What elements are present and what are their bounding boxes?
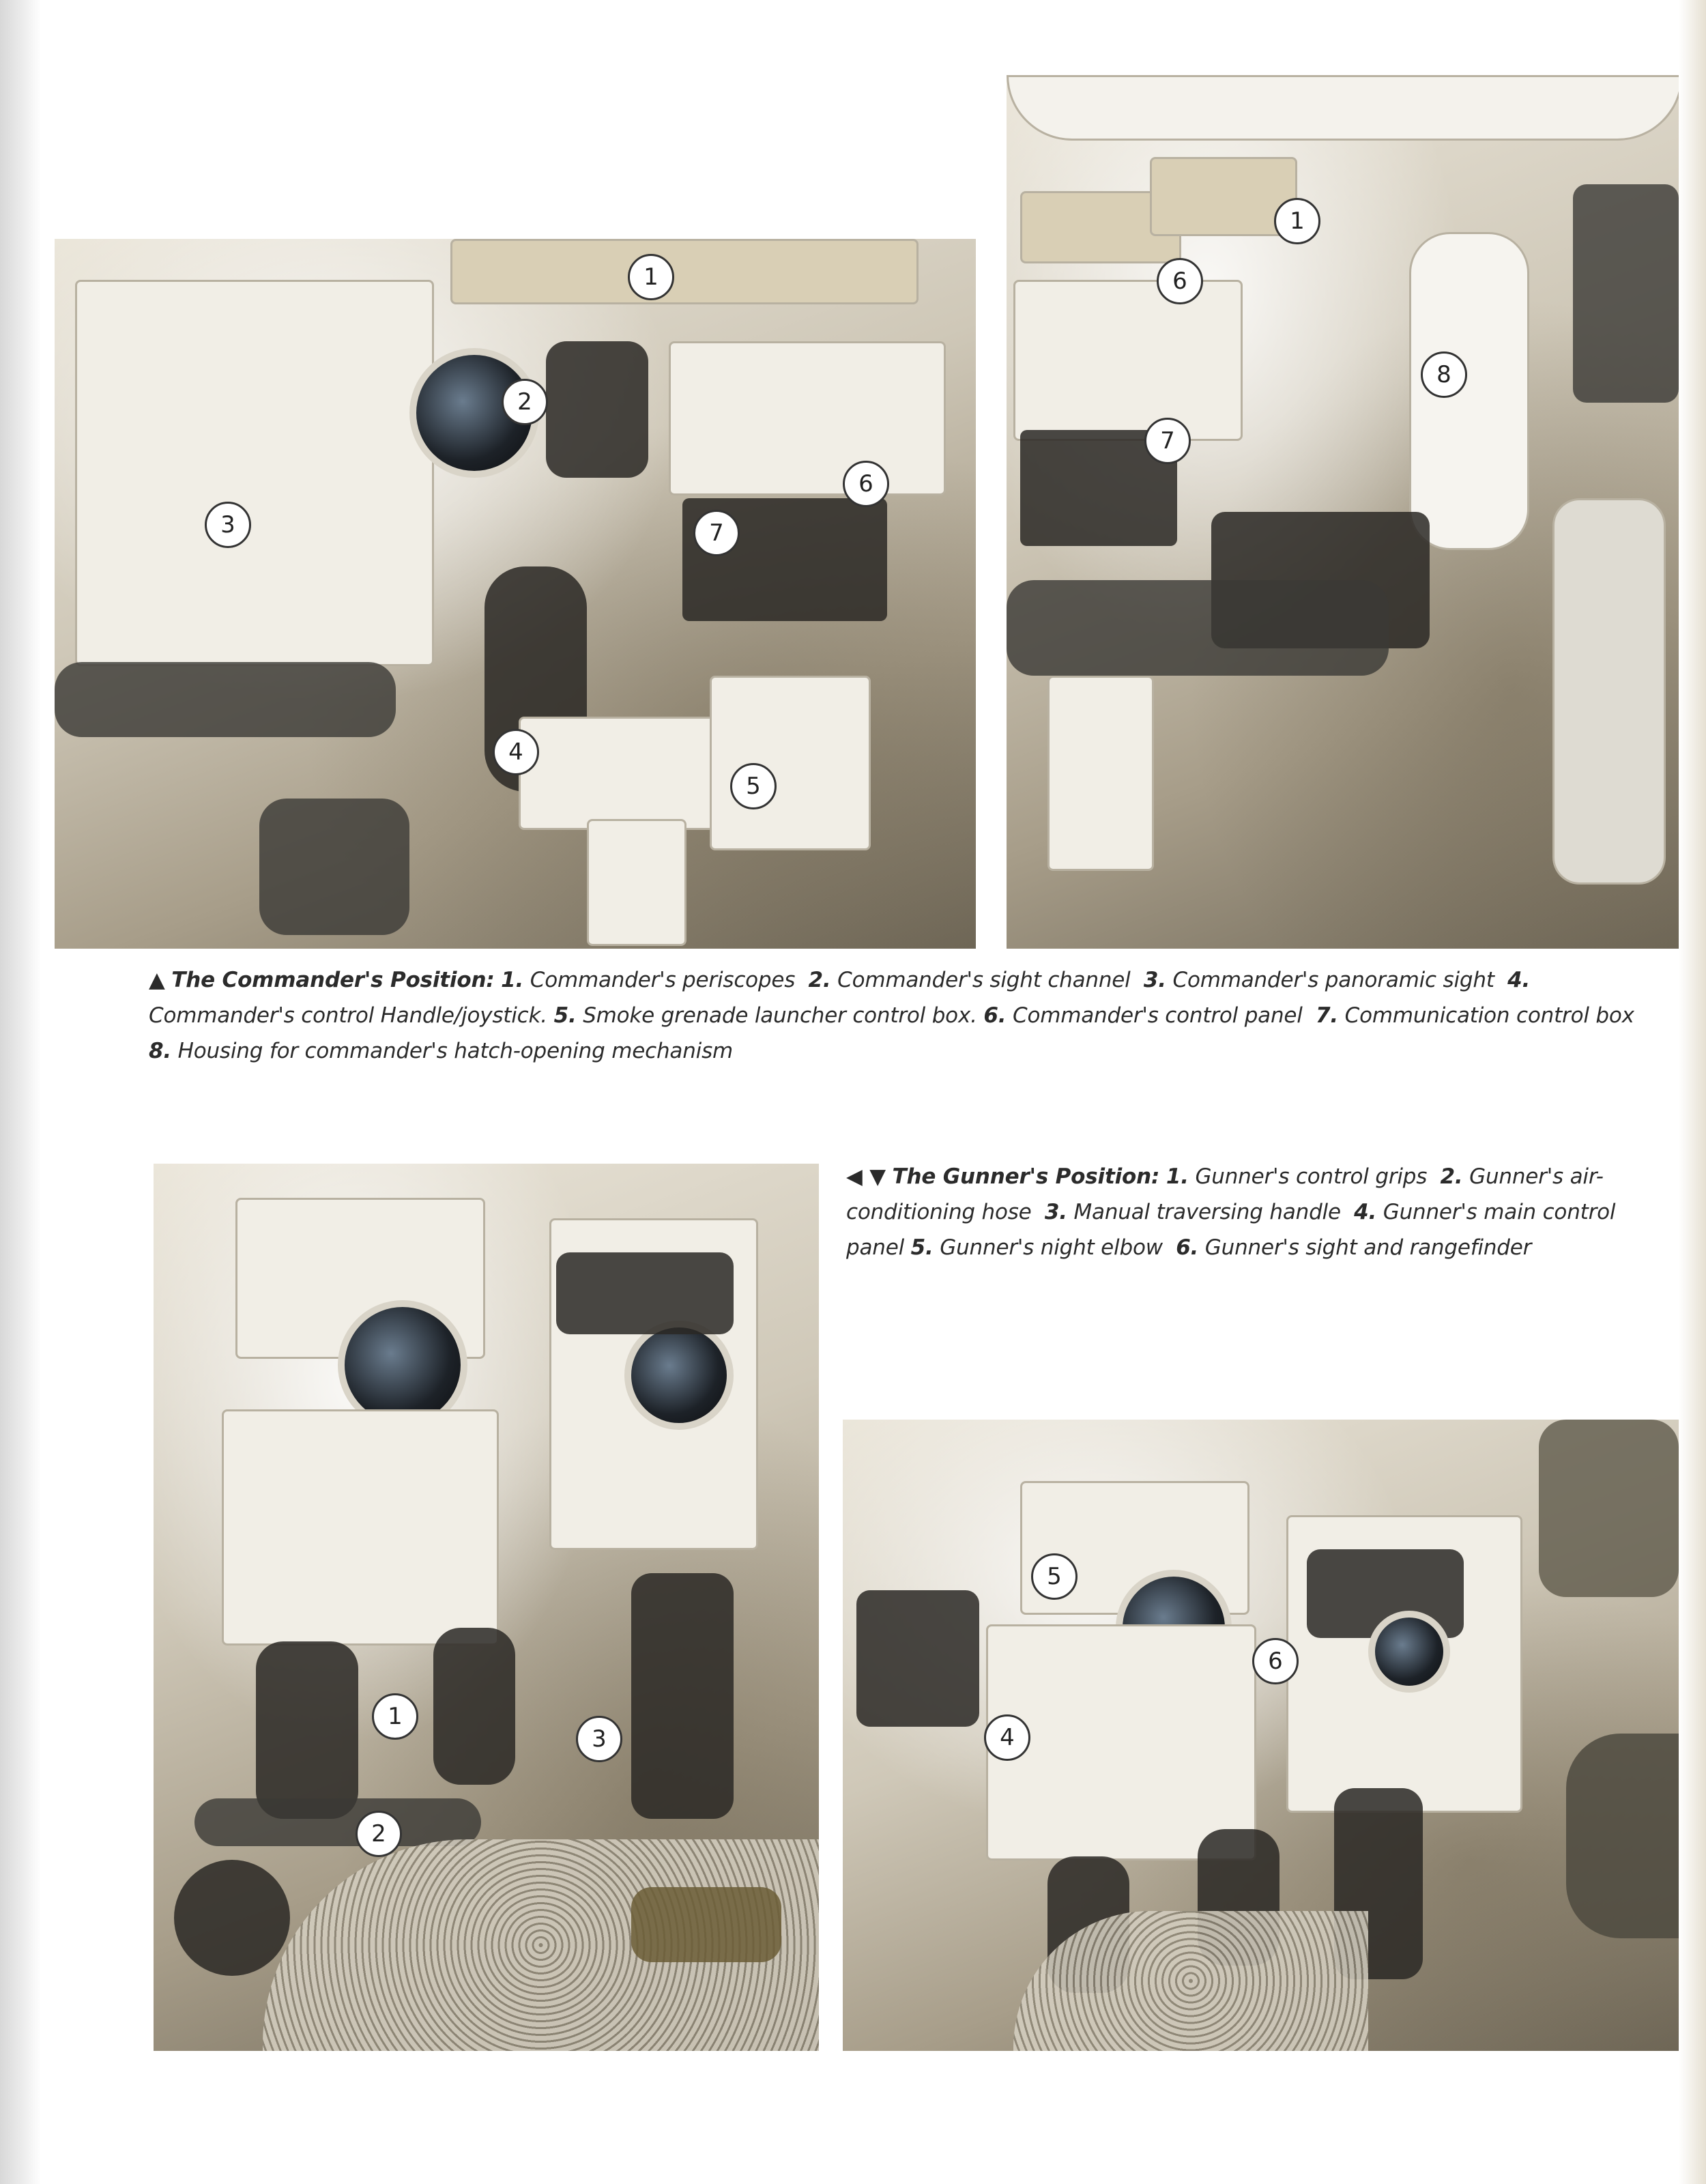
callout-4: 4 — [493, 729, 539, 775]
caption-number: 4. — [1354, 1200, 1377, 1224]
callout-6: 6 — [843, 461, 889, 507]
callout-7: 7 — [1144, 418, 1191, 464]
callout-1: 1 — [372, 1693, 418, 1740]
caption-number: 2. — [1440, 1164, 1463, 1189]
page-edge-shadow — [1679, 0, 1706, 2184]
caption-item-text: Commander's periscopes — [530, 968, 796, 992]
caption-number: 2. — [808, 968, 831, 992]
caption-number: 3. — [1044, 1200, 1067, 1224]
caption-item-text: Commander's panoramic sight — [1172, 968, 1494, 992]
caption-number: 1. — [501, 968, 524, 992]
caption-marker: ◀ ▼ — [846, 1164, 886, 1189]
caption-number: 4. — [1507, 968, 1531, 992]
photo-commander-position-right — [1007, 75, 1679, 949]
callout-4: 4 — [984, 1714, 1030, 1761]
photo-gunner-position-right — [843, 1420, 1679, 2051]
caption-item-text: Gunner's air-conditioning hose — [846, 1164, 1604, 1224]
caption-number: 1. — [1166, 1164, 1189, 1189]
callout-8: 8 — [1421, 351, 1467, 398]
caption-item-text: Commander's control Handle/joystick. — [149, 1003, 547, 1028]
caption-marker: ▲ — [149, 968, 165, 992]
caption-number: 3. — [1143, 968, 1166, 992]
callout-7: 7 — [693, 510, 740, 556]
callout-1: 1 — [1274, 198, 1320, 244]
caption-number: 5. — [553, 1003, 577, 1028]
caption-item-text: Gunner's control grips — [1195, 1164, 1428, 1189]
caption-item-text: Smoke grenade launcher control box. — [583, 1003, 977, 1028]
caption-number: 6. — [983, 1003, 1007, 1028]
caption-number: 6. — [1176, 1235, 1199, 1260]
commander-caption — [149, 962, 1657, 1069]
callout-5: 5 — [730, 763, 777, 809]
callout-5: 5 — [1031, 1553, 1078, 1600]
callout-6: 6 — [1252, 1638, 1299, 1684]
caption-item-text: Commander's sight channel — [837, 968, 1131, 992]
callout-3: 3 — [205, 502, 251, 548]
caption-item-text: Gunner's main control panel — [846, 1200, 1616, 1260]
photo-gunner-position-left — [154, 1164, 819, 2051]
callout-2: 2 — [356, 1811, 402, 1857]
caption-item-text: Commander's control panel — [1013, 1003, 1303, 1028]
callout-2: 2 — [502, 379, 548, 425]
caption-number: 8. — [149, 1039, 171, 1063]
callout-3: 3 — [576, 1716, 622, 1762]
photo-commander-position-left — [55, 239, 976, 949]
caption-lead: The Commander's Position: — [171, 968, 495, 992]
gunner-caption — [846, 1159, 1672, 1265]
caption-item-text: Manual traversing handle — [1073, 1200, 1341, 1224]
callout-1: 1 — [628, 254, 674, 300]
caption-item-text: Gunner's sight and rangefinder — [1204, 1235, 1532, 1260]
caption-item-text: Gunner's night elbow — [940, 1235, 1163, 1260]
page-spine-shadow — [0, 0, 41, 2184]
caption-number: 7. — [1316, 1003, 1338, 1028]
caption-item-text: Communication control box — [1344, 1003, 1634, 1028]
caption-item-text: Housing for commander's hatch-opening mechanism — [177, 1039, 734, 1063]
caption-lead: The Gunner's Position: — [892, 1164, 1160, 1189]
caption-number: 5. — [910, 1235, 934, 1260]
callout-6: 6 — [1157, 258, 1203, 304]
